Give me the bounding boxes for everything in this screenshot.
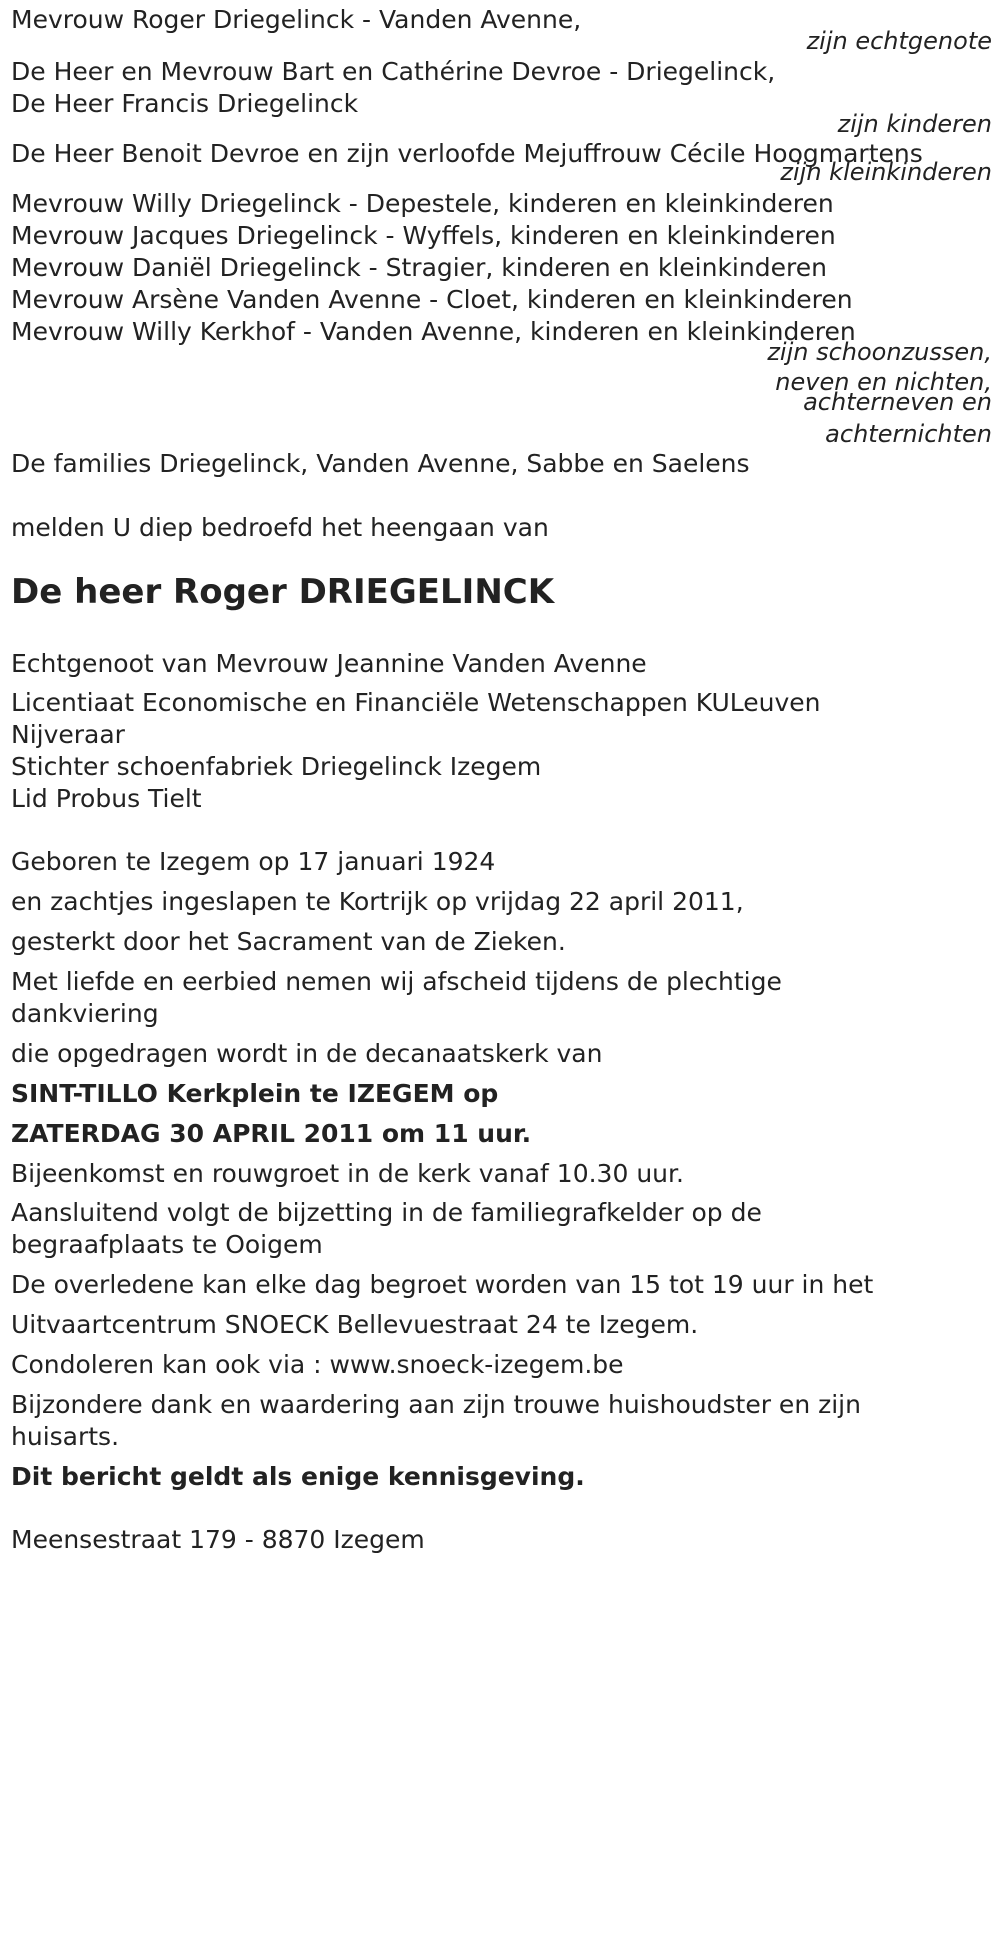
burial-line-2: begraafplaats te Ooigem <box>11 1230 323 1259</box>
spouse-role: zijn echtgenote <box>806 27 992 55</box>
child-line-2: De Heer Francis Driegelinck <box>11 89 359 118</box>
condolence-line: Condoleren kan ook via : www.snoeck-izegem.be <box>11 1350 624 1379</box>
inlaw-line-3: Mevrouw Daniël Driegelinck - Stragier, kinderen en kleinkinderen <box>11 253 827 282</box>
inlaw-line-2: Mevrouw Jacques Driegelinck - Wyffels, kinderen en kleinkinderen <box>11 221 836 250</box>
inlaws-role-2: neven en nichten, <box>775 368 992 396</box>
inlaws-role-1: zijn schoonzussen, <box>767 338 992 366</box>
child-line-1: De Heer en Mevrouw Bart en Cathérine Devroe - Driegelinck, <box>11 57 776 86</box>
visit-line-1: De overledene kan elke dag begroet worden van 15 tot 19 uur in het <box>11 1270 874 1299</box>
grandchild-line: De Heer Benoit Devroe en zijn verloofde Mejuffrouw Cécile Hoogmartens <box>11 139 923 168</box>
announcement-line: melden U diep bedroefd het heengaan van <box>11 513 549 542</box>
inlaw-line-1: Mevrouw Willy Driegelinck - Depestele, kinderen en kleinkinderen <box>11 189 834 218</box>
thanks-line-2: huisarts. <box>11 1422 120 1451</box>
inlaws-role-3: achterneven en <box>803 388 992 416</box>
farewell-line-1: Met liefde en eerbied nemen wij afscheid tijdens de plechtige <box>11 967 782 996</box>
notice-line: Dit bericht geldt als enige kennisgeving. <box>11 1462 585 1491</box>
families-line: De families Driegelinck, Vanden Avenne, Sabbe en Saelens <box>11 449 750 478</box>
church-line: SINT-TILLO Kerkplein te IZEGEM op <box>11 1079 499 1108</box>
bio-line-3: Nijveraar <box>11 720 125 749</box>
bio-line-2: Licentiaat Economische en Financiële Wetenschappen KULeuven <box>11 688 821 717</box>
children-role: zijn kinderen <box>837 110 992 138</box>
bio-line-4: Stichter schoenfabriek Driegelinck Izegem <box>11 752 542 781</box>
sacrament-line: gesterkt door het Sacrament van de Zieken. <box>11 927 566 956</box>
died-line: en zachtjes ingeslapen te Kortrijk op vrijdag 22 april 2011, <box>11 887 744 916</box>
deceased-name: De heer Roger DRIEGELINCK <box>11 572 555 612</box>
inlaws-role-4: achternichten <box>825 420 992 448</box>
church-intro-line: die opgedragen wordt in de decanaatskerk van <box>11 1039 603 1068</box>
bio-line-5: Lid Probus Tielt <box>11 784 202 813</box>
born-line: Geboren te Izegem op 17 januari 1924 <box>11 847 496 876</box>
farewell-line-2: dankviering <box>11 999 159 1028</box>
bio-line-1: Echtgenoot van Mevrouw Jeannine Vanden Avenne <box>11 649 647 678</box>
visit-line-2: Uitvaartcentrum SNOECK Bellevuestraat 24 te Izegem. <box>11 1310 699 1339</box>
thanks-line-1: Bijzondere dank en waardering aan zijn trouwe huishoudster en zijn <box>11 1390 861 1419</box>
inlaw-line-4: Mevrouw Arsène Vanden Avenne - Cloet, kinderen en kleinkinderen <box>11 285 853 314</box>
gathering-line: Bijeenkomst en rouwgroet in de kerk vanaf 10.30 uur. <box>11 1159 684 1188</box>
grandchildren-role: zijn kleinkinderen <box>780 158 992 186</box>
burial-line-1: Aansluitend volgt de bijzetting in de familiegrafkelder op de <box>11 1198 762 1227</box>
inlaw-line-5: Mevrouw Willy Kerkhof - Vanden Avenne, kinderen en kleinkinderen <box>11 317 856 346</box>
address-line: Meensestraat 179 - 8870 Izegem <box>11 1525 425 1554</box>
spouse-line: Mevrouw Roger Driegelinck - Vanden Avenne, <box>11 5 582 34</box>
service-date-line: ZATERDAG 30 APRIL 2011 om 11 uur. <box>11 1119 532 1148</box>
